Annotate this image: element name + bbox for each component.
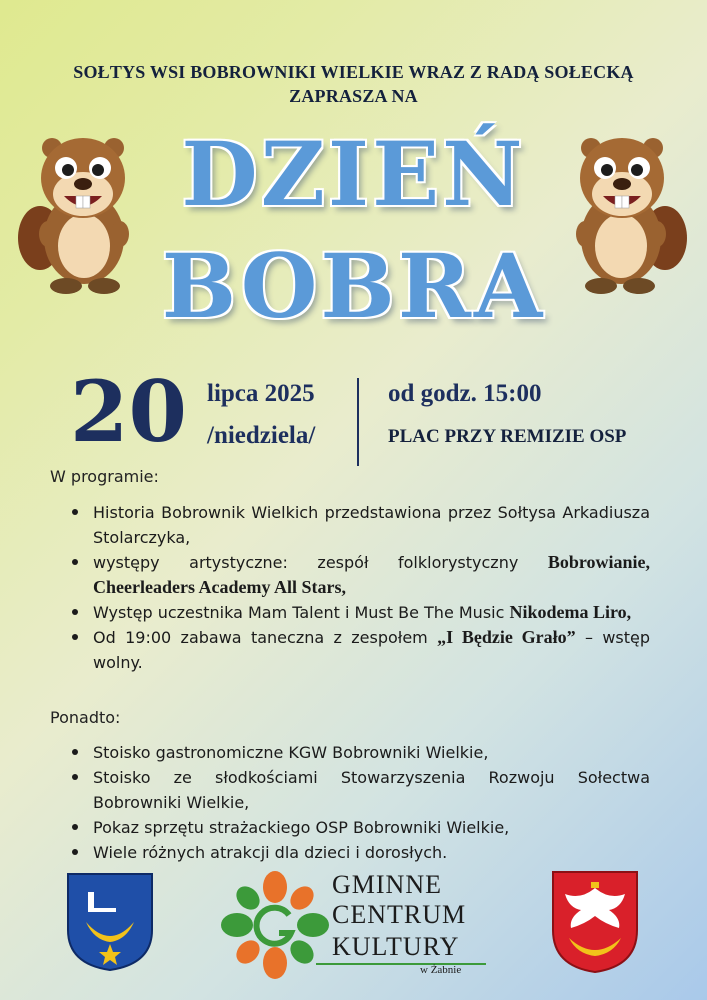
program-item-text: Występ uczestnika Mam Talent i Must Be The Music [93, 603, 510, 622]
beaver-right-icon [562, 126, 687, 296]
list-item [50, 840, 650, 865]
list-item [50, 740, 650, 765]
program-item-text: Od 19:00 zabawa taneczna z zespołem [93, 628, 438, 647]
program-label: W programie: [50, 467, 159, 486]
list-item [50, 600, 650, 625]
list-item [50, 815, 650, 840]
program-item-bold: „I Będzie Grało” [437, 627, 576, 647]
event-place: PLAC PRZY REMIZIE OSP [388, 426, 627, 447]
event-month-year: lipca 2025 [207, 380, 315, 407]
program-item-text: Historia Bobrownik Wielkich przedstawiona przez Sołtysa Arkadiusza Stolarczyka, [93, 503, 650, 547]
gck-flower-icon [220, 870, 330, 980]
extras-item-text: Stoisko gastronomiczne KGW Bobrowniki Wielkie, [93, 743, 489, 762]
event-time: od godz. 15:00 [388, 380, 542, 407]
extras-label: Ponadto: [50, 708, 121, 727]
list-item [50, 500, 650, 550]
extras-item-text: Pokaz sprzętu strażackiego OSP Bobrowniki Wielkie, [93, 818, 510, 837]
date-divider [357, 378, 359, 466]
program-item-text: występy artystyczne: zespół folklorystyczny [93, 553, 548, 572]
coat-of-arms-left-icon [66, 872, 154, 972]
event-day: 20 [70, 362, 187, 461]
extras-item-text: Stoisko ze słodkościami Stowarzyszenia Rozwoju Sołectwa Bobrowniki Wielkie, [93, 768, 650, 812]
coat-of-arms-right-icon [551, 870, 639, 974]
extras-item-text: Wiele różnych atrakcji dla dzieci i dorosłych. [93, 843, 448, 862]
gck-line-4: w Żabnie [420, 964, 462, 976]
gck-logo [220, 870, 490, 980]
gck-line-1: GMINNE [332, 870, 442, 899]
event-weekday: /niedziela/ [207, 422, 316, 449]
program-item-after: – wstęp wolny. [93, 628, 651, 672]
gck-line-2: CENTRUM [332, 900, 467, 929]
program-item-bold: Nikodema Liro, [509, 602, 632, 622]
list-item [50, 765, 650, 815]
title-line-1: DZIEŃ [181, 122, 526, 226]
list-item [50, 550, 650, 600]
title-line-2: BOBRA [161, 234, 546, 338]
gck-line-3: KULTURY [332, 932, 460, 961]
list-item [50, 625, 650, 675]
beaver-left-icon [18, 126, 143, 296]
program-item-bold: Bobrowianie, Cheerleaders Academy All Stars, [93, 552, 650, 597]
invitation-header [0, 60, 707, 108]
header-line-1: SOŁTYS WSI BOBROWNIKI WIELKIE WRAZ Z RADĄ SOŁECKĄ [73, 62, 634, 82]
header-line-2: ZAPRASZA NA [289, 86, 418, 106]
program-list [50, 500, 650, 675]
extras-list [50, 740, 650, 865]
